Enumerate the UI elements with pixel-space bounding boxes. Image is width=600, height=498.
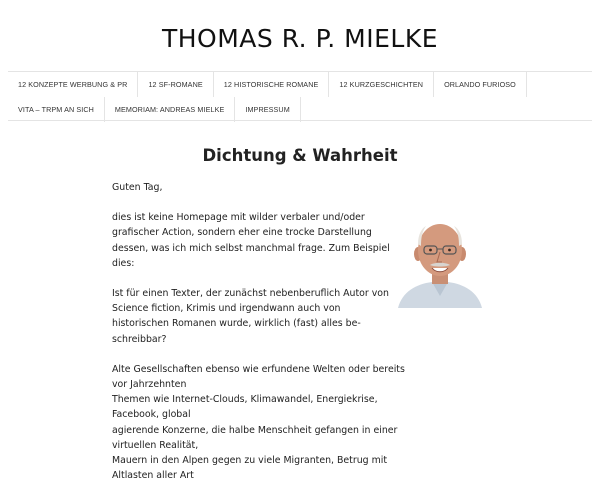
- question-paragraph: Ist für einen Texter, der zunächst nebenberuflich Autor von Science fiction, Krimis und irgendwann auch von historischen Romanen wurde, wirklich (fast) alles be-schreibbar?: [112, 288, 389, 345]
- nav-item-orlando-furioso[interactable]: ORLANDO FURIOSO: [434, 72, 527, 97]
- nav-item-impressum[interactable]: IMPRESSUM: [235, 97, 300, 122]
- nav-item-kurzgeschichten[interactable]: 12 KURZGESCHICHTEN: [329, 72, 434, 97]
- nav-row-2: [8, 97, 301, 122]
- nav-item-sf-romane[interactable]: 12 SF-ROMANE: [138, 72, 213, 97]
- nav-item-konzepte[interactable]: 12 KONZEPTE WERBUNG & PR: [8, 72, 138, 97]
- site-title[interactable]: THOMAS R. P. MIELKE: [161, 24, 439, 53]
- author-portrait: [392, 212, 488, 308]
- nav-row-1: [8, 72, 527, 97]
- page-content: [112, 180, 412, 498]
- topics-paragraph: Alte Gesellschaften ebenso wie erfundene Welten oder bereits vor Jahrzehnten Themen wie Internet-Clouds, Klimawandel, Energiekrise, Facebook, global agierende Konzerne, die halbe Menschheit gefangen in einer virtuellen Realität, Mauern in den Alpen gegen zu viele Migranten, Betrug mit Altlasten aller Art: [112, 363, 405, 482]
- page-heading: Dichtung & Wahrheit: [202, 146, 398, 165]
- main-navigation: [8, 71, 592, 121]
- nav-item-historische-romane[interactable]: 12 HISTORISCHE ROMANE: [214, 72, 330, 97]
- nav-item-memoriam[interactable]: MEMORIAM: ANDREAS MIELKE: [105, 97, 235, 122]
- nav-item-vita[interactable]: VITA – TRPM AN SICH: [8, 97, 105, 122]
- intro-paragraph: dies ist keine Homepage mit wilder verbaler und/oder grafischer Action, sondern eher eine trocke Darstellung dessen, was ich mich selbst manchmal frage. Zum Beispiel dies:: [112, 212, 390, 269]
- greeting-paragraph: Guten Tag,: [112, 182, 163, 193]
